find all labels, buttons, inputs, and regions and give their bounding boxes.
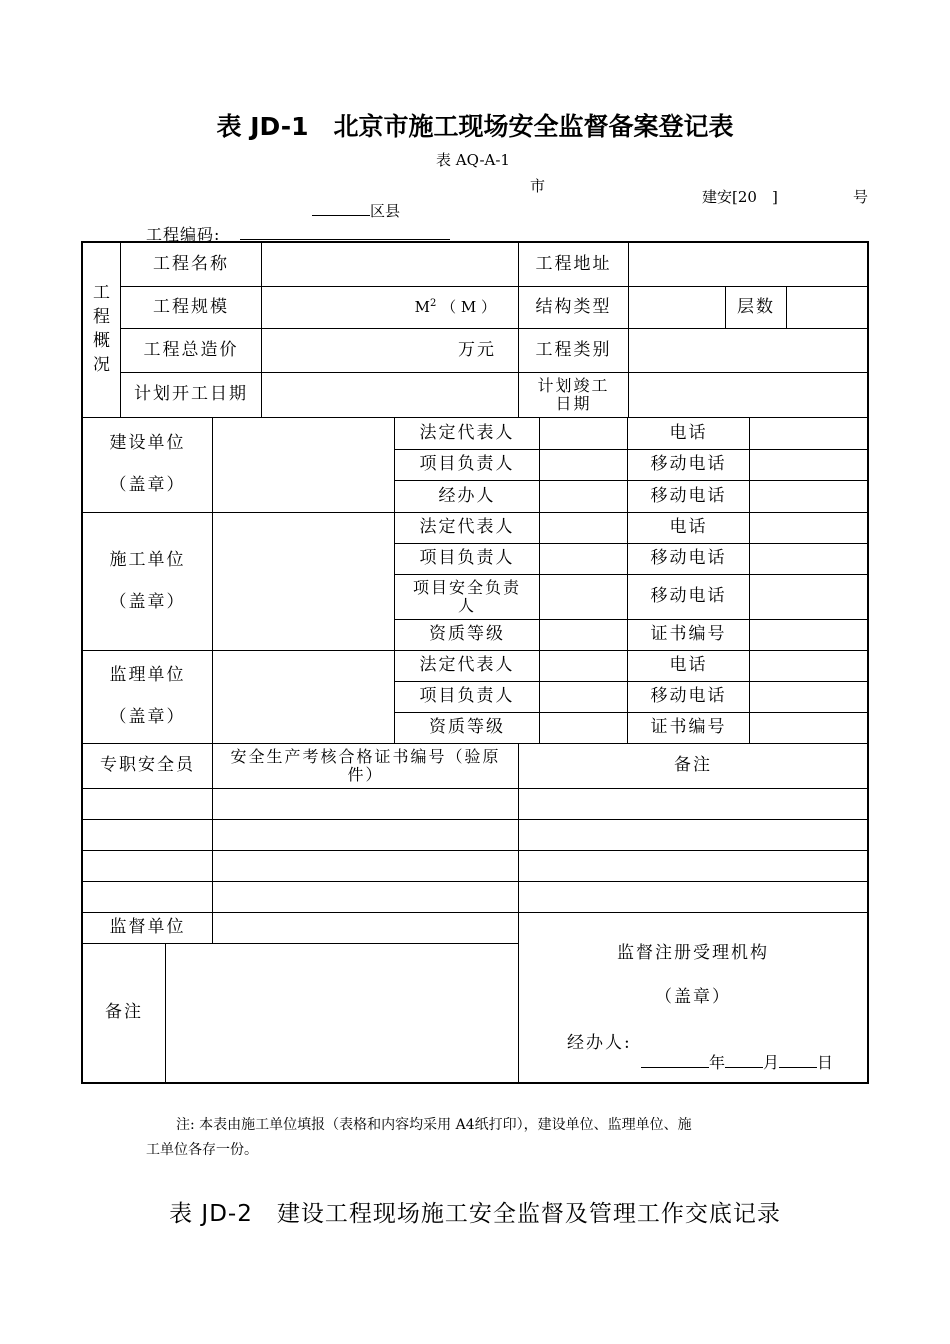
builder-unit-label: 建设单位: [109, 433, 186, 454]
structure-type-field[interactable]: [629, 287, 725, 328]
registry-title: 监督注册受理机构: [617, 943, 769, 963]
project-name-field[interactable]: [262, 243, 518, 286]
date-day-blank[interactable]: [779, 1053, 817, 1068]
contractor-role-4: 资质等级: [429, 624, 505, 645]
planned-start-field[interactable]: [262, 373, 518, 417]
oversight-unit-label: 监督单位: [109, 917, 186, 938]
project-address-field[interactable]: [629, 243, 867, 286]
project-category-field[interactable]: [629, 329, 867, 372]
date-month-blank[interactable]: [725, 1053, 763, 1068]
record-number-prefix: 建安[20 ]: [702, 188, 778, 206]
date-year-label: 年: [709, 1053, 726, 1072]
project-scale-label: 工程规模: [153, 296, 229, 317]
next-form-title: 表 JD-2 建设工程现场施工安全监督及管理工作交底记录: [169, 1201, 781, 1227]
builder-unit-seal: （盖章）: [109, 475, 186, 495]
district-blank[interactable]: [312, 201, 370, 216]
supervisor-contact-2: 移动电话: [650, 686, 727, 707]
form-code: 表 AQ-A-1: [436, 151, 510, 169]
contractor-role-3: 项目安全负责 人: [412, 577, 521, 615]
builder-role-1: 法定代表人: [419, 422, 515, 443]
contractor-unit-seal: （盖章）: [109, 591, 186, 612]
contractor-contact-3: 移动电话: [650, 586, 727, 607]
contractor-contact-1: 电话: [669, 517, 708, 538]
contractor-unit-field[interactable]: [213, 513, 394, 650]
district-label: 区县: [370, 202, 401, 220]
scale-unit-sup: 2: [429, 298, 437, 310]
supervisor-contact-1: 电话: [669, 655, 708, 676]
supervisor-unit-seal: （盖章）: [109, 707, 186, 727]
contractor-contact-4: 证书编号: [650, 624, 727, 645]
remarks-field[interactable]: [166, 944, 518, 1082]
contractor-unit-label-cell: [83, 513, 212, 650]
structure-type-label: 结构类型: [535, 296, 612, 317]
project-code-label: 工程编码:: [146, 225, 221, 244]
overview-side-label: 工 程 概 况: [93, 283, 110, 375]
safety-cert-label: 安全生产考核合格证书编号（验原 件）: [230, 746, 501, 784]
floors-label: 层数: [737, 296, 775, 317]
supervisor-role-3: 资质等级: [429, 717, 505, 738]
record-number-suffix: 号: [853, 188, 869, 206]
builder-unit-field[interactable]: [213, 418, 394, 512]
district-field[interactable]: [312, 200, 400, 221]
project-code-blank[interactable]: [240, 239, 450, 240]
registry-seal: （盖章）: [655, 987, 731, 1007]
date-year-blank[interactable]: [641, 1053, 709, 1068]
builder-role-2: 项目负责人: [419, 454, 515, 475]
safety-staff-label: 专职安全员: [100, 755, 195, 776]
remarks-label: 备注: [105, 1002, 143, 1023]
builder-contact-1: 电话: [669, 422, 708, 443]
footnote-line-1: 注: 本表由施工单位填报（表格和内容均采用 A4纸打印），建设单位、监理单位、施: [176, 1117, 692, 1133]
registry-date: [641, 1050, 833, 1073]
contractor-unit-label: 施工单位: [109, 549, 186, 570]
project-category-label: 工程类别: [535, 339, 612, 360]
floors-field[interactable]: [787, 287, 867, 328]
builder-unit-label-cell: [83, 418, 212, 512]
project-address-label: 工程地址: [535, 253, 612, 274]
supervisor-contact-3: 证书编号: [650, 717, 727, 738]
contractor-contact-2: 移动电话: [650, 548, 727, 569]
scale-unit-tail: （ M ）: [441, 298, 496, 317]
total-cost-label: 工程总造价: [143, 339, 239, 360]
builder-role-3: 经办人: [438, 485, 496, 506]
form-title: 表 JD-1 北京市施工现场安全监督备案登记表: [216, 112, 734, 141]
footnote-line-2: 工单位各存一份。: [146, 1142, 258, 1158]
supervisor-role-1: 法定代表人: [419, 655, 515, 676]
date-month-label: 月: [763, 1053, 780, 1072]
contractor-role-1: 法定代表人: [419, 517, 515, 538]
date-day-label: 日: [817, 1053, 834, 1072]
supervisor-unit-field[interactable]: [213, 651, 394, 743]
contractor-role-2: 项目负责人: [419, 548, 515, 569]
city-label: 市: [530, 177, 546, 195]
planned-finish-field[interactable]: [629, 373, 867, 417]
project-name-label: 工程名称: [153, 253, 229, 274]
cost-unit: 万元: [458, 339, 496, 360]
scale-unit-base: M: [414, 298, 430, 317]
builder-contact-3: 移动电话: [650, 485, 727, 506]
planned-finish-label: 计划竣工 日期: [537, 375, 610, 413]
supervisor-unit-label-cell: [83, 651, 212, 743]
total-cost-field[interactable]: [262, 329, 518, 372]
safety-remark-label: 备注: [674, 755, 712, 776]
supervisor-unit-label: 监理单位: [109, 665, 186, 686]
registry-handler: 经办人:: [567, 1033, 632, 1053]
project-scale-field[interactable]: [262, 287, 518, 328]
planned-start-label: 计划开工日期: [134, 384, 248, 405]
builder-contact-2: 移动电话: [650, 454, 727, 475]
supervisor-role-2: 项目负责人: [419, 686, 515, 707]
